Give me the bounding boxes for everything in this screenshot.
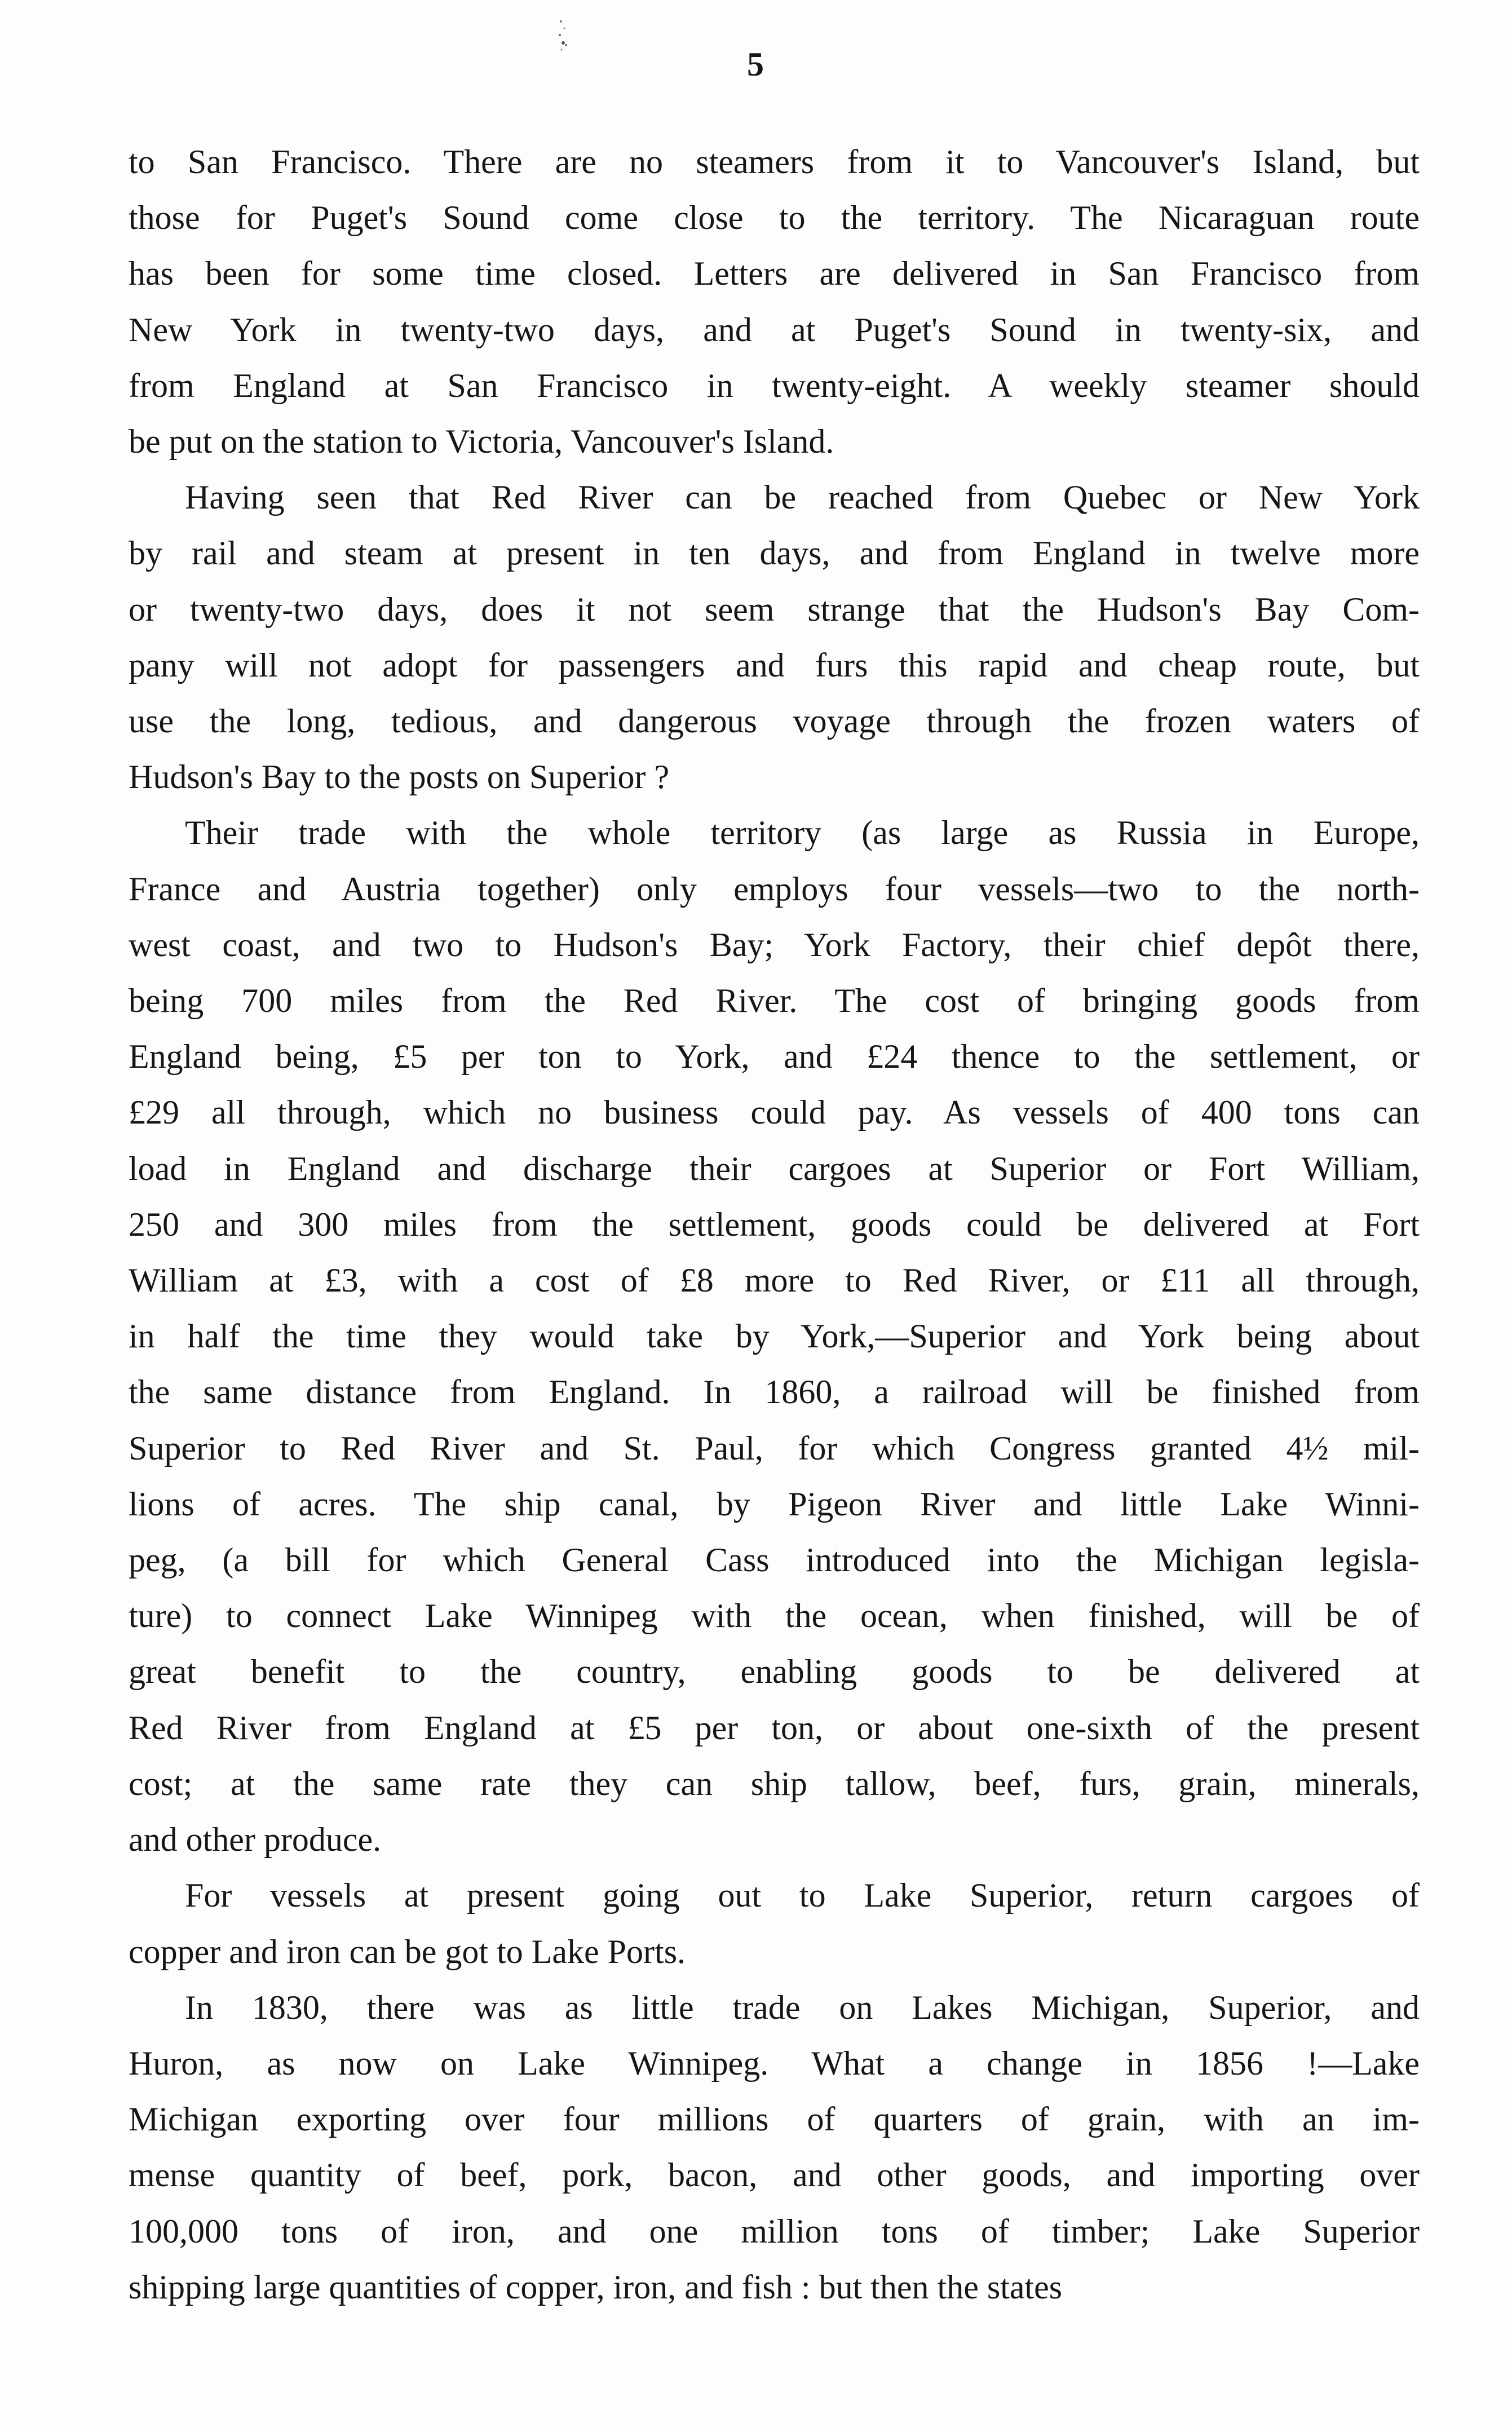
paragraph: [129, 470, 1420, 805]
text-line: those for Puget's Sound come close to the territory. The Nicaraguan route: [129, 199, 1420, 237]
text-line: Superior to Red River and St. Paul, for which Congress granted 4½ mil-: [129, 1429, 1420, 1467]
text-line: use the long, tedious, and dangerous voyage through the frozen waters of: [129, 702, 1420, 740]
text-line: 100,000 tons of iron, and one million tons of timber; Lake Superior: [129, 2212, 1420, 2250]
text-line: from England at San Francisco in twenty-eight. A weekly steamer should: [129, 366, 1420, 404]
paragraph: [129, 1980, 1420, 2315]
text-line: Huron, as now on Lake Winnipeg. What a change in 1856 !—Lake: [129, 2044, 1420, 2082]
page-number: 5: [747, 46, 764, 83]
text-line: peg, (a bill for which General Cass introduced into the Michigan legisla-: [129, 1541, 1420, 1579]
text-line: pany will not adopt for passengers and furs this rapid and cheap route, but: [129, 646, 1420, 684]
text-line: For vessels at present going out to Lake Superior, return cargoes of: [185, 1877, 1420, 1914]
text-line: shipping large quantities of copper, iron, and fish : but then the states: [129, 2268, 1063, 2306]
text-line: to San Francisco. There are no steamers from it to Vancouver's Island, but: [129, 143, 1420, 180]
text-line: mense quantity of beef, pork, bacon, and other goods, and importing over: [129, 2156, 1420, 2194]
printing-speck-icon: [555, 16, 571, 67]
paragraph: [129, 1868, 1420, 1979]
text-line: 250 and 300 miles from the settlement, goods could be delivered at Fort: [129, 1205, 1420, 1243]
text-line: Having seen that Red River can be reached from Quebec or New York: [185, 479, 1420, 516]
text-line: Hudson's Bay to the posts on Superior ?: [129, 758, 670, 796]
paragraph: [129, 134, 1420, 470]
text-line: the same distance from England. In 1860, a railroad will be finished from: [129, 1373, 1420, 1411]
text-line: west coast, and two to Hudson's Bay; York Factory, their chief depôt there,: [129, 926, 1420, 963]
text-line: Michigan exporting over four millions of quarters of grain, with an im-: [129, 2101, 1420, 2138]
text-line: by rail and steam at present in ten days, and from England in twelve more: [129, 534, 1420, 572]
text-line: cost; at the same rate they can ship tallow, beef, furs, grain, minerals,: [129, 1765, 1420, 1802]
text-line: ture) to connect Lake Winnipeg with the ocean, when finished, will be of: [129, 1597, 1420, 1635]
text-line: £29 all through, which no business could pay. As vessels of 400 tons can: [129, 1094, 1420, 1131]
text-line: and other produce.: [129, 1821, 382, 1859]
body-text: [129, 134, 1420, 2315]
text-line: or twenty-two days, does it not seem strange that the Hudson's Bay Com-: [129, 590, 1420, 628]
text-line: copper and iron can be got to Lake Ports.: [129, 1933, 686, 1970]
text-line: load in England and discharge their cargoes at Superior or Fort William,: [129, 1149, 1420, 1187]
text-line: in half the time they would take by York,—Superior and York being about: [129, 1317, 1420, 1355]
text-line: lions of acres. The ship canal, by Pigeon River and little Lake Winni-: [129, 1485, 1420, 1523]
text-line: Red River from England at £5 per ton, or about one-sixth of the present: [129, 1709, 1420, 1746]
text-line: has been for some time closed. Letters are delivered in San Francisco from: [129, 255, 1420, 293]
text-line: Their trade with the whole territory (as large as Russia in Europe,: [185, 814, 1420, 852]
paragraph: [129, 805, 1420, 1868]
text-line: In 1830, there was as little trade on Lakes Michigan, Superior, and: [185, 1988, 1420, 2026]
text-line: be put on the station to Victoria, Vancouver's Island.: [129, 423, 834, 461]
text-line: being 700 miles from the Red River. The cost of bringing goods from: [129, 982, 1420, 1020]
text-line: France and Austria together) only employs four vessels—two to the north-: [129, 870, 1420, 908]
text-line: England being, £5 per ton to York, and £24 thence to the settlement, or: [129, 1038, 1420, 1076]
text-line: William at £3, with a cost of £8 more to Red River, or £11 all through,: [129, 1262, 1420, 1299]
text-line: New York in twenty-two days, and at Puget's Sound in twenty-six, and: [129, 311, 1420, 348]
text-line: great benefit to the country, enabling goods to be delivered at: [129, 1653, 1420, 1691]
